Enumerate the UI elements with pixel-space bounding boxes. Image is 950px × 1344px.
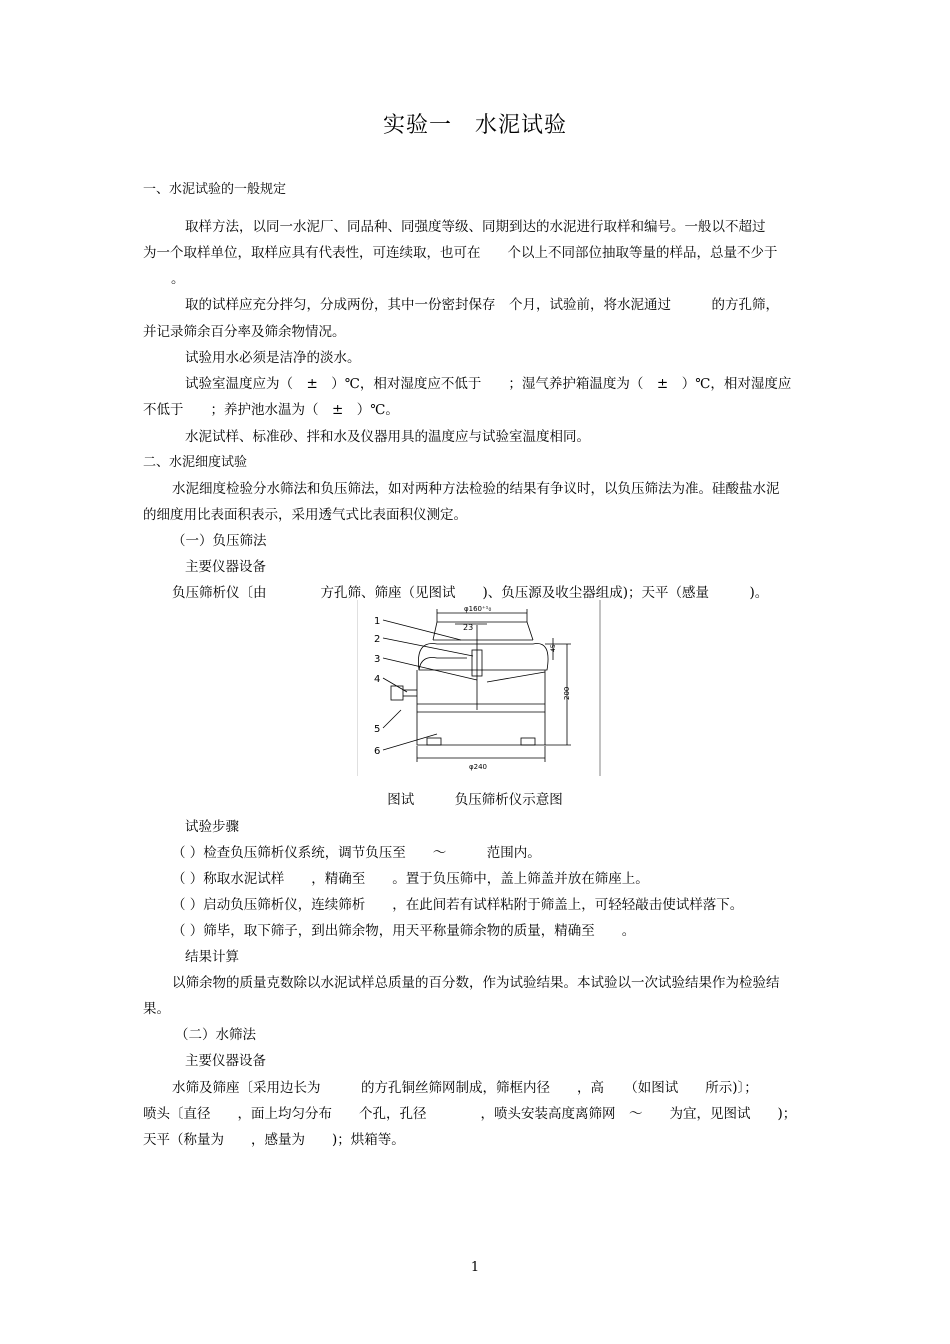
callout-5: 5	[374, 724, 381, 735]
paragraph-line: 试验室温度应为（ ± ）℃，相对湿度应不低于 ；湿气养护箱温度为（ ± ）℃，相对湿度应	[185, 376, 792, 392]
dimension-bottom-label: φ240	[469, 763, 487, 771]
section-heading-fineness: 二、水泥细度试验	[143, 455, 248, 470]
dimension-height-label: 200	[563, 686, 571, 700]
step-item: （ ）称取水泥试样 ，精确至 。置于负压筛中，盖上筛盖并放在筛座上。	[172, 871, 649, 887]
callout-1: 1	[374, 616, 381, 627]
paragraph-line: 水泥试样、标准砂、拌和水及仪器用具的温度应与试验室温度相同。	[185, 429, 590, 445]
dimension-23-label: 23	[463, 623, 474, 632]
equipment-line: 水筛及筛座〔采用边长为 的方孔铜丝筛网制成，筛框内径 ，高 （如图试 所示)〕；	[172, 1080, 758, 1096]
paragraph-line: 试验用水必须是洁净的淡水。	[185, 350, 361, 366]
paragraph-line: 不低于 ；养护池水温为（ ± ）℃。	[143, 402, 399, 418]
paragraph-line: 取样方法，以同一水泥厂、同品种、同强度等级、同期到达的水泥进行取样和编号。一般以不超过	[185, 219, 766, 235]
equipment-line: 天平（称量为 ，感量为 )；烘箱等。	[143, 1132, 405, 1148]
steps-heading: 试验步骤	[185, 819, 239, 835]
paragraph-line: 。	[171, 271, 185, 287]
page-title: 实验一 水泥试验	[382, 113, 567, 138]
dimension-side-label: 45	[550, 644, 557, 652]
paragraph-line: 以筛余物的质量克数除以水泥试样总质量的百分数，作为试验结果。本试验以一次试验结果作为检验结	[172, 975, 780, 991]
step-item: （ ）启动负压筛析仪，连续筛析 ，在此间若有试样粘附于筛盖上，可轻轻敲击使试样落下。	[172, 897, 744, 913]
result-heading: 结果计算	[185, 949, 239, 965]
paragraph-line: 的细度用比表面积表示，采用透气式比表面积仪测定。	[143, 507, 467, 523]
step-item: （ ）检查负压筛析仪系统，调节负压至 ～ 范围内。	[172, 845, 541, 861]
callout-3: 3	[374, 654, 381, 665]
step-item: （ ）筛毕，取下筛子，到出筛余物，用天平称量筛余物的质量，精确至 。	[172, 923, 636, 939]
paragraph-line: 并记录筛余百分率及筛余物情况。	[143, 324, 346, 340]
equipment-heading: 主要仪器设备	[185, 1053, 266, 1069]
equipment-heading: 主要仪器设备	[185, 559, 266, 575]
paragraph-line: 果。	[143, 1001, 170, 1017]
subsection-heading: （一）负压筛法	[172, 533, 267, 549]
section-heading-general: 一、水泥试验的一般规定	[143, 182, 287, 197]
equipment-line: 喷头〔直径 ，面上均匀分布 个孔，孔径 ，喷头安装高度离筛网 ～ 为宜，见图试 )；	[143, 1106, 797, 1122]
figure-caption: 图试 负压筛析仪示意图	[387, 792, 563, 808]
equipment-line: 负压筛析仪〔由 方孔筛、筛座（见图试 )、负压源及收尘器组成)；天平（感量 )。	[172, 585, 769, 601]
callout-6: 6	[374, 746, 381, 757]
callout-2: 2	[374, 634, 381, 645]
negative-pressure-sieve-diagram	[357, 600, 601, 776]
subsection-heading: （二）水筛法	[175, 1027, 256, 1043]
page-number: 1	[470, 1260, 480, 1275]
paragraph-line: 取的试样应充分拌匀，分成两份，其中一份密封保存 个月，试验前，将水泥通过 的方孔筛，	[185, 297, 779, 313]
dimension-top-label: φ160⁺¹₀	[464, 605, 492, 613]
callout-4: 4	[374, 674, 381, 685]
paragraph-line: 水泥细度检验分水筛法和负压筛法，如对两种方法检验的结果有争议时，以负压筛法为准。硅酸盐水泥	[172, 481, 780, 497]
paragraph-line: 为一个取样单位，取样应具有代表性，可连续取，也可在 个以上不同部位抽取等量的样品，总量不少于	[143, 245, 778, 261]
